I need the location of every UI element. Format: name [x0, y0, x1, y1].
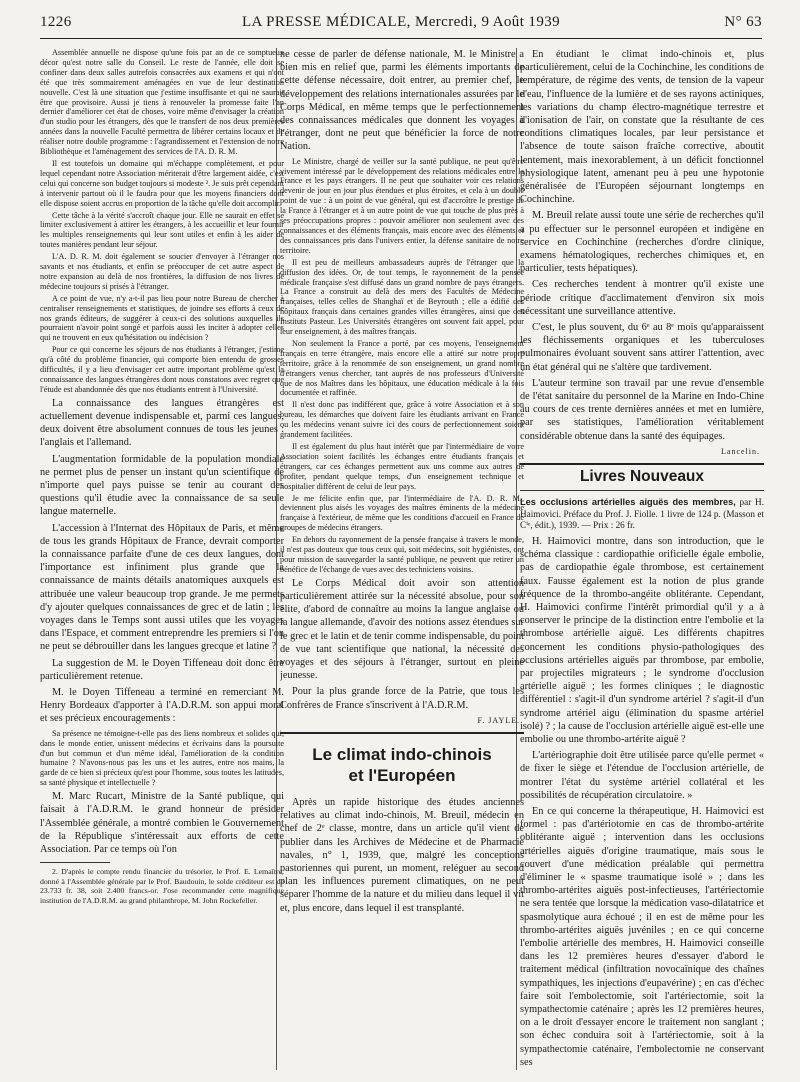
paragraph: M. le Doyen Tiffeneau a terminé en remerciant M. Henry Bordeaux d'apporter à l'A.D.R.M. son appui moral et ses précieux encouragements :: [40, 687, 284, 725]
article-title-line: Le climat indo-chinois: [312, 745, 492, 765]
page-number: 1226: [40, 14, 72, 30]
paragraph: La connaissance des langues étrangères est actuellement devenue indispensable et, parmi ces langues, deux doivent être absolument connues de tous les jeunes : l'anglais et l'allemand.: [40, 397, 284, 449]
paragraph: L'artériographie doit être utilisée parce qu'elle permet « de fixer le siège et l'étendue de l'occlusion artérielle, de montrer l'état du système artériel collatéral et les possibilités de récupération circulatoire. »: [520, 750, 764, 801]
article-title: [280, 744, 524, 786]
column-left: [40, 48, 284, 1074]
footnote-rule: [40, 862, 110, 863]
paragraph: Pour la plus grande force de la Patrie, que tous les Confrères de France s'inscrivent à l'A.D.R.M.: [280, 686, 524, 711]
paragraph: L'augmentation formidable de la population mondiale ne permet plus de penser un instant qu'un scientifique de n'importe quel pays puisse se tenir au courant des questions qu'il étudie avec la connaissance de sa seule langue maternelle.: [40, 453, 284, 518]
paragraph: Le Corps Médical doit avoir son attention particulièrement attirée sur la nécessité absolue, pour son élite, d'abord de connaître au moins la langue anglaise ou la langue allemande, d'avoir des notions assez étendues sur le grec et le latin et de tenir comme indispensable, du point de vue tant scientifique que national, la nécessité des voyages et des séjours à l'étranger, surtout en pleine jeunesse.: [280, 577, 524, 682]
author-signature: F. JAYLE.: [477, 715, 520, 725]
paragraph: Il n'est donc pas indifférent que, grâce à votre Association et à son bureau, les démarches que doivent faire les étudiants arrivant en France ou les médecins venant suivre ici des cours de perfectionnement soient grandement facilitées.: [280, 400, 524, 440]
paragraph: La suggestion de M. le Doyen Tiffeneau doit donc être particulièrement retenue.: [40, 657, 284, 682]
paragraph: En ce qui concerne la thérapeutique, H. Haimovici est formel : pas d'artériotomie en cas de thrombo-artérite oblitérante aiguë ; intervention dans les occlusions artérielles aiguës d'origine traumatique, mais sous le couvert d'une médication préalable qui permettra d'éliminer le « spasme traumatique isolé » ; dans les thrombo-artérites aiguës post-infectieuses, l'artériectomie ne sera tentée que lorsque la médication vaso-dilatatrice et spasmolytique aura échoué ; il en est de même pour les thrombo-artérites aiguës juvéniles ; en ce qui concerne l'embolie artérielle des membres, H. Haimovici conseille dans les 12 premières heures d'essayer d'abord le traitement médical (infiltration novocaïnique des chaînes sympathiques, les injections d'eupavérine) ; en cas d'échec faire soit l'embolectomie, soit l'artériectomie, soit la sympathectomie caténaire ; après les 12 premières heures, on a le droit d'essayer encore le traitement non sanglant ; son échec conduira soit à l'artériectomie, soit à la sympathectomie caténaire, l'embolectomie ne conservant ses: [520, 805, 764, 1068]
column-middle: [280, 48, 524, 1074]
paragraph: Je me félicite enfin que, par l'intermédiaire de l'A. D. R. M., deviennent plus aisés les voyages des maîtres éminents de la médecine française à l'extérieur, de même que les conditions d'accueil en France de groupes de médecins étrangers.: [280, 493, 524, 533]
article-body-continued: [520, 48, 764, 443]
paragraph: En dehors du rayonnement de la pensée française à travers le monde, il n'est pas douteux que tous ceux qui, soit médecins, soit hygiénistes, ont pour mission de sauvegarder la santé publique, ne peuvent que retirer un bénéfice de l'échange de vues avec des techniciens voisins.: [280, 535, 524, 574]
article-title-line: et l'Européen: [348, 766, 456, 786]
paragraph: Il est toutefois un domaine qui m'échappe complètement, et pour lequel cependant notre Association mériterait d'être largement aidée, c'est celui qui concerne son budget toujours si modeste ². Je suis prêt cependant à intervenir partout où il le faudra pour que les moyens financiers dont elle dispose soient accrus en proportion de la tâche qu'elle doit accomplir.: [40, 158, 284, 208]
footnote: 2. D'après le compte rendu financier du trésorier, le Prof. E. Lemaître, donné à l'Assemblée générale par le Prof. Baudouin, le solde créditeur est de 23.733 fr. 38, soit 2.400 francs-or. J'ose recommander cette magnifique institution de l'A.D.R.M. au grand philanthrope, M. John Rockefeller.: [40, 867, 284, 905]
commentary-continued: [40, 790, 284, 856]
paragraph: Assemblée annuelle ne dispose qu'une fois par an de ce somptueux décor qu'est notre salle du Conseil. Le reste de l'année, elle doit se confiner dans deux salles autrefois consacrées aux examens et qui n'ont été que très sommairement aménagées en vue de leur destination nouvelle. C'est là une situation que j'estime insuffisante et qui ne saurait être que provisoire. Aussi je tiens à renouveler la promesse faite l'an dernier d'améliorer cet état de choses, voire même d'envisager la création d'un studio pour les étrangers, dès que le transfert de nos deux premières années dans la nouvelle Faculté permettra de libérer certains locaux et de réaliser notre double programme : l'agrandissement et l'extension de notre Bibliothèque et l'aménagement des services de l'A. D. R. M.: [40, 48, 284, 157]
minister-quote: [280, 157, 524, 575]
paragraph: ne cesse de parler de défense nationale, M. le Ministre a bien mis en relief que, parmi les éléments importants de cette défense nécessaire, doit entrer, au premier chef, le développement des relations internationales assurées par le Corps Médical, en même temps que le perfectionnement des connaissances médicales que donnent les voyages à l'étranger, dont ne peut que bénéficier la force de notre Nation.: [280, 49, 524, 153]
author-signature: Lancelin.: [721, 446, 760, 456]
paragraph: H. Haimovici montre, dans son introduction, que le schéma classique : cardiopathie orificielle égale embolie, pas de cardiopathie égale thrombose, est certainement faux. Fausse également est la notion de plus grande fréquence de la thrombo-angéite oblitérante. Cependant, H. Haimovici confirme l'intérêt primordial qu'il y a à conserver le principe de la distinction entre l'embolie et la thrombose artérielle aiguë. Les différents chapitres concernent les conditions physio-pathologiques des occlusions artérielles aiguës par thrombose, par embolie, par projectiles migrateurs ; le syndrome d'occlusion artérielle aiguë ; les formes cliniques ; le diagnostic différentiel : s'agit-il d'un syndrome artériel ? s'agit-il d'un syndrome artériel aigu (élimination du spasme artériel isolé) ? ; la cause de l'occlusion artérielle aiguë est-elle une embolie ou une thrombo-artérite aiguë ?: [520, 535, 764, 745]
article-body: [280, 796, 524, 915]
masthead: LA PRESSE MÉDICALE, Mercredi, 9 Août 1939: [241, 14, 561, 30]
quote: [40, 729, 284, 788]
paragraph: Sa présence ne témoigne-t-elle pas des liens nombreux et solides qui, dans le monde entier, unissent médecins et écrivains dans la poursuite d'un but commun et d'un même idéal, l'amélioration de la condition humaine ? N'avons-nous pas les uns et les autres, entre nos mains, la garde de ce bien si précieux qu'est pour l'homme, sous toutes les latitudes, sa santé physique et intellectuelle ?: [40, 728, 284, 788]
section-rule: [280, 732, 524, 734]
commentary: [40, 397, 284, 726]
paragraph: L'accession à l'Internat des Hôpitaux de Paris, et même de tous les grands Hôpitaux de France, devrait comporter la connaissance parfaite d'une de ces deux langues, dont l'importance est infiniment plus grande que la connaissance de maints détails anatomiques auxquels est attribuée une valeur beaucoup trop grande. Je me permets d'y ajouter quelques connaissances de grec et de latin ; les voyages dans le Temps sont aussi utiles que les voyages dans l'Espace, et comment entreprendre les premiers si l'on ne peut se débrouiller dans les langues grecque et latine ?: [40, 522, 284, 653]
section-rule: [520, 490, 764, 491]
book-entry: [520, 497, 764, 531]
paragraph: En étudiant le climat indo-chinois et, plus particulièrement, celui de la Cochinchine, les conditions de température, de régime des vents, de tension de la vapeur d'eau, l'influence de la lumière et de ses rayons actiniques, les variations du champ électro-magnétique terrestre et d'ionisation de l'air, on constate que la résultante de ces conditions climatiques locales, par leur persistance et l'absence de toute saison fraîche corrective, aboutit lentement, mais inexorablement, à un déficit fonctionnel physiologique latent, amenant peu à peu une hypotonie généralisée de l'Européen séjournant longtemps en Cochinchine.: [520, 49, 764, 206]
paragraph: L'A. D. R. M. doit également se soucier d'envoyer à l'étranger nos savants et nos étudiants, et enfin se préoccuper de cet autre aspect de notre expansion au delà de nos frontières, la diffusion de nos livres de médecine toujours si prisés à l'étranger.: [40, 252, 284, 291]
paragraph: Pour ce qui concerne les séjours de nos étudiants à l'étranger, j'estime qu'à côté du problème financier, qui comporte bien entendu de grosses difficultés, il y a lieu d'envisager cet autre important problème qu'est la connaissance des langues étrangères dont nous constatons avec regret que l'étude est abandonnée dès que nos étudiants entrent à l'Université.: [40, 345, 284, 394]
paragraph: Ces recherches tendent à montrer qu'il existe une période critique d'acclimatement d'environ six mois nécessitant une surveillance attentive.: [520, 279, 764, 317]
column-right: [520, 48, 764, 1074]
book-review: [520, 535, 764, 1069]
page-header: [40, 8, 762, 39]
paragraph: Non seulement la France a porté, par ces moyens, l'enseignement français en terre étrangère, mais encore elle a attiré sur notre propre territoire, grâce à la renommée de son enseignement, un grand nombre d'étrangers venus chercher, tant auprès de nos professeurs d'Université que de nos Maîtres dans les hôpitaux, une éducation médicale à la fois documentée et raffinée.: [280, 338, 524, 398]
paragraph: A ce point de vue, n'y a-t-il pas lieu pour notre Bureau de chercher à centraliser renseignements et statistiques, de joindre ses efforts à ceux de nos grands éditeurs, de suggérer à ceux-ci des solutions auxquelles ils pourraient n'avoir point songé et parfois aussi les inciter à adopter celles qui ne trouvent en eux qu'hésitation ou indécision ?: [40, 293, 284, 343]
paragraph: Cette tâche à la vérité s'accroît chaque jour. Elle ne saurait en effet se limiter exclusivement à attirer les étrangers, à les accueillir et leur fournir les multiples renseignements qui leur sont utiles et enfin à les aider de toutes manières pendant leur séjour.: [40, 210, 284, 250]
paragraph: Après un rapide historique des études anciennes relatives au climat indo-chinois, M. Breuil, médecin en chef de 2ᵉ classe, montre, dans un article qu'il vient de publier dans les Archives de Médecine et de Pharmacie navales, n° 1, 1939, que, malgré les conceptions pastoriennes qui purent, un moment, reléguer au second plan les influences purement climatiques, on ne peut séparer l'homme de la nature et du milieu dans lequel il vit et, plus encore, dans lequel il est transplanté.: [280, 797, 524, 914]
section-title: Livres Nouveaux: [579, 468, 705, 486]
book-title: Les occlusions artérielles aiguës des membres,: [520, 497, 736, 508]
section-rule: [520, 463, 764, 465]
book-details: par H. Haimovici. Préface du Prof. J. Fiolle. 1 livre de 124 p. (Masson et Cⁱᵉ, édit.), 1939. — Prix : 26 fr.: [520, 497, 764, 530]
issue-number: N° 63: [724, 14, 762, 30]
conclusion: [280, 577, 524, 712]
paragraph: M. Breuil relate aussi toute une série de recherches qu'il a pu effectuer sur le personnel européen et indigène en service en Cochinchine (recherches d'ordre clinique, examens hématologiques, recherches chimiques et, en particulier, tests hépatiques).: [520, 210, 764, 275]
commentary-continued: [280, 48, 524, 154]
paragraph: L'auteur termine son travail par une revue d'ensemble de l'état sanitaire du personnel de la Marine en Indo-Chine au cours de ces trente dernières années et met en lumière, par ses statistiques, l'amélioration véritablement considérable obtenue dans la santé des équipages.: [520, 377, 764, 442]
paragraph: Il est également du plus haut intérêt que par l'intermédiaire de votre Association soient facilités les échanges entre étudiants français et étrangers, car ces échanges permettent aux uns comme aux autres de profiter, pendant quelque temps, d'un enseignement technique et hospitalier différent de celui de leur pays.: [280, 442, 524, 491]
paragraph: Il est peu de meilleurs ambassadeurs auprès de l'étranger que la diffusion des idées. Or, de tout temps, le rayonnement de la pensée médicale française s'est diffusé dans un grand nombre de pays étrangers. La France a construit au delà des mers des Facultés de Médecine françaises, telles celles de Shanghaï et de Beyrouth ; elle a édifié des hôpitaux français dans certaines grandes villes étrangères, ainsi que des Instituts Pasteur. Les Universités étrangères ont souvent fait appel, pour leur enseignement, à des maîtres français.: [280, 257, 524, 337]
speech-excerpt: [40, 48, 284, 395]
paragraph: Le Ministre, chargé de veiller sur la santé publique, ne peut qu'être vivement intéressé par le développement des relations médicales entre la France et les pays étrangers. Il ne peut que souhaiter voir ces relations devenir de jour en jour plus étendues et plus étroites, et cela à un double point de vue : à un point de vue général, qui est d'accroître le prestige de la France à l'étranger et à un autre point de vue qui touche de plus près à ses préoccupations propres : pouvoir améliorer non seulement avec des connaissances et des éléments français, mais encore avec des éléments et des connaissances pris dans l'univers entier, la défense sanitaire de notre territoire.: [280, 156, 524, 255]
paragraph: C'est, le plus souvent, du 6ᵉ au 8ᵉ mois qu'apparaissent les fléchissements organiques et les tuberculoses pulmonaires évoluant souvent sans attirer l'attention, avec un état général qui ne s'altère que tardivement.: [520, 322, 764, 373]
paragraph: M. Marc Rucart, Ministre de la Santé publique, qui faisait à l'A.D.R.M. le grand honneur de présider l'Assemblée générale, a montré combien le Gouvernement de la République s'intéressait aux efforts de cette Association. Par ce temps où l'on: [40, 791, 284, 855]
